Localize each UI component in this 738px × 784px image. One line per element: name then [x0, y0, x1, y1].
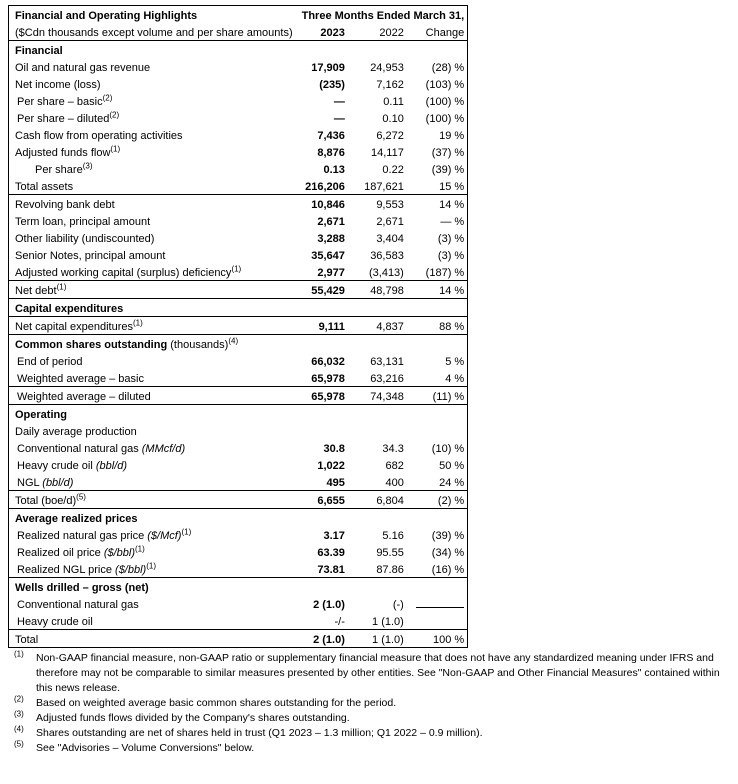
row-label [9, 246, 296, 263]
table-title: Financial and Operating Highlights [15, 10, 198, 22]
row-label [9, 41, 296, 59]
table-row [9, 263, 468, 281]
table-row [9, 246, 468, 263]
row-label-text: Net debt [15, 285, 57, 297]
row-label-text: Financial [15, 45, 63, 57]
col-change-header: Change [425, 27, 465, 39]
value-2022: 48,798 [348, 281, 407, 299]
row-label [9, 543, 296, 560]
row-label [9, 422, 296, 439]
value-change: (10) % [431, 443, 465, 455]
row-label [9, 229, 296, 246]
value-2023: 65,978 [296, 387, 348, 405]
value-change: 100 % [407, 630, 468, 648]
value-2023: 35,647 [311, 250, 345, 262]
value-2022: 95.55 [376, 547, 404, 559]
empty-cell [296, 578, 468, 596]
table-row [9, 143, 468, 160]
row-label-text: Revolving bank debt [15, 199, 115, 211]
document [8, 5, 734, 756]
value-change [407, 595, 468, 612]
row-label [9, 560, 296, 578]
row-label [9, 578, 296, 596]
column-header-row [9, 23, 468, 41]
row-label-text: Capital expenditures [15, 303, 124, 315]
value-2022: 1 (1.0) [372, 616, 404, 628]
row-unit: ($/Mcf) [147, 530, 182, 542]
row-label [9, 335, 296, 353]
footnote-marker: (2) [14, 694, 24, 704]
highlights-table [8, 5, 468, 648]
row-label [9, 212, 296, 229]
row-label-text: Adjusted funds flow [15, 147, 111, 159]
section-header-row [9, 578, 468, 596]
footnote [14, 741, 734, 756]
table-row [9, 526, 468, 543]
value-change [407, 612, 468, 630]
section-header-row [9, 335, 468, 353]
value-2022: 3,404 [376, 233, 404, 245]
table-row [9, 195, 468, 213]
row-label-text: Conventional natural gas [17, 599, 139, 611]
row-label [9, 387, 296, 405]
table-row [9, 352, 468, 369]
value-2022: 1 (1.0) [348, 630, 407, 648]
value-2023: 3.17 [323, 530, 345, 542]
row-label [9, 195, 296, 213]
value-2023: 216,206 [305, 181, 345, 193]
table-row [9, 595, 468, 612]
value-change: (16) % [431, 564, 465, 576]
row-label-text: Weighted average – basic [17, 373, 144, 385]
value-2022 [348, 422, 407, 439]
row-label-text: Senior Notes, principal amount [15, 250, 166, 262]
empty-cell [296, 405, 468, 423]
row-unit: (bbl/d) [95, 460, 128, 472]
footnote-text: Non-GAAP financial measure, non-GAAP ratio or supplementary financial measure that does not have any standardized meaning under IFRS and therefore may not be comparable to similar measures presented by other entities. See "Non-GAAP and Other Financial Measures" contained within this news release. [36, 652, 720, 694]
row-label [9, 281, 296, 299]
value-change: 50 % [439, 460, 465, 472]
row-label-text: Heavy crude oil [17, 460, 93, 472]
footnote-ref: (1) [181, 527, 192, 537]
value-2022: (-) [392, 599, 404, 611]
value-2023: 10,846 [296, 195, 348, 213]
row-label [9, 58, 296, 75]
row-label-suffix: (thousands) [167, 339, 229, 351]
row-label [9, 126, 296, 143]
table-row [9, 543, 468, 560]
row-label [9, 595, 296, 612]
row-unit: ($/bbl) [103, 547, 136, 559]
footnote-ref: (1) [133, 318, 143, 328]
value-change [407, 422, 468, 439]
value-2023: 2,671 [317, 216, 345, 228]
table-row [9, 75, 468, 92]
units-subtitle: ($Cdn thousands except volume and per share amounts) [15, 27, 293, 39]
row-label-text: Cash flow from operating activities [15, 130, 183, 142]
row-label [9, 491, 296, 509]
table-row [9, 126, 468, 143]
table-row [9, 456, 468, 473]
value-change: (2) % [407, 491, 468, 509]
table-row [9, 281, 468, 299]
value-2022: 187,621 [364, 181, 404, 193]
value-2023: 9,111 [296, 317, 348, 335]
value-2023: 2 (1.0) [313, 599, 345, 611]
value-2023: — [333, 113, 345, 125]
row-label-text: Heavy crude oil [17, 616, 93, 628]
footnote-text: Adjusted funds flows divided by the Company's shares outstanding. [36, 712, 350, 724]
footnote-ref: (4) [228, 336, 239, 346]
row-label-text: Weighted average – diluted [17, 391, 151, 403]
footnote-text: See "Advisories – Volume Conversions" below. [36, 742, 255, 754]
value-2023: 7,436 [317, 130, 345, 142]
footnote [14, 711, 734, 726]
value-change: (11) % [407, 387, 468, 405]
footnote-marker: (5) [14, 739, 24, 749]
change-underline [416, 597, 464, 608]
row-label [9, 299, 296, 317]
row-label [9, 612, 296, 630]
footnote-marker: (4) [14, 724, 24, 734]
table-row [9, 177, 468, 195]
row-label-text: Per share [35, 164, 83, 176]
value-2023: 3,288 [317, 233, 345, 245]
row-label [9, 439, 296, 456]
value-2022: 6,272 [376, 130, 404, 142]
row-label [9, 177, 296, 195]
row-label-text: Net income (loss) [15, 79, 101, 91]
value-2022: 7,162 [376, 79, 404, 91]
value-change: (39) % [431, 164, 465, 176]
row-label-text: Total (boe/d) [15, 495, 77, 507]
value-2023: 17,909 [311, 62, 345, 74]
row-label-text: Other liability (undiscounted) [15, 233, 155, 245]
table-row [9, 109, 468, 126]
row-label-text: Wells drilled – gross (net) [15, 582, 149, 594]
row-label [9, 456, 296, 473]
empty-cell [296, 335, 468, 353]
footnote-marker: (3) [14, 709, 24, 719]
table-row [9, 160, 468, 177]
table-row [9, 491, 468, 509]
value-2022: 2,671 [376, 216, 404, 228]
table-row [9, 630, 468, 648]
footnote-text: Shares outstanding are net of shares held in trust (Q1 2023 – 1.3 million; Q1 2022 – 0.9 million). [36, 727, 483, 739]
value-2022: 63,131 [370, 356, 404, 368]
value-2023: 63.39 [317, 547, 345, 559]
value-change: 14 % [407, 195, 468, 213]
row-label-text: Realized oil price [17, 547, 101, 559]
row-unit: ($/bbl) [115, 564, 147, 576]
value-change: — % [440, 216, 465, 228]
value-2022: 74,348 [348, 387, 407, 405]
row-label-text: Per share – diluted [17, 113, 110, 125]
footnote [14, 696, 734, 711]
footnote [14, 726, 734, 741]
row-label [9, 143, 296, 160]
section-header-row [9, 509, 468, 527]
footnote-ref: (2) [109, 110, 120, 120]
row-label-text: Operating [15, 409, 67, 421]
footnote [14, 651, 734, 696]
value-2023: 495 [326, 477, 345, 489]
value-2022: 400 [385, 477, 404, 489]
value-2022: 6,804 [348, 491, 407, 509]
footnote-marker: (1) [14, 649, 24, 659]
row-label-text: Conventional natural gas [17, 443, 139, 455]
value-2023: 0.13 [323, 164, 345, 176]
row-label [9, 109, 296, 126]
empty-cell [296, 299, 468, 317]
value-2022: 0.22 [382, 164, 404, 176]
value-2022: 24,953 [370, 62, 404, 74]
value-2023: 55,429 [296, 281, 348, 299]
value-change: (39) % [431, 530, 465, 542]
value-2023: 1,022 [317, 460, 345, 472]
value-change: (103) % [425, 79, 465, 91]
row-label-text: Realized natural gas price [17, 530, 145, 542]
value-2022: 87.86 [376, 564, 404, 576]
section-header-row [9, 405, 468, 423]
value-2023: — [333, 96, 345, 108]
row-unit: (MMcf/d) [141, 443, 186, 455]
row-label [9, 369, 296, 387]
footnote-ref: (1) [135, 544, 145, 554]
footnote-ref: (1) [231, 264, 242, 274]
value-change: 14 % [407, 281, 468, 299]
value-change: 4 % [445, 373, 465, 385]
row-label-text: Term loan, principal amount [15, 216, 151, 228]
row-label-text: Realized NGL price [17, 564, 112, 576]
table-row [9, 473, 468, 491]
row-label-text: Oil and natural gas revenue [15, 62, 151, 74]
value-2022: 36,583 [370, 250, 404, 262]
value-change: (100) % [425, 96, 465, 108]
value-change: 24 % [439, 477, 465, 489]
footnote-key [14, 651, 36, 696]
row-label-text: Total [15, 634, 39, 646]
value-change: (28) % [431, 62, 465, 74]
footnote-ref: (1) [56, 282, 67, 292]
section-header-row [9, 41, 468, 59]
row-label [9, 473, 296, 491]
value-change: (187) % [425, 267, 465, 279]
row-label-text: Per share – basic [17, 96, 103, 108]
footnote-ref: (1) [146, 561, 156, 571]
value-change: 5 % [445, 356, 465, 368]
value-2023: 65,978 [311, 373, 345, 385]
row-label [9, 160, 296, 177]
value-2022: (3,413) [368, 267, 404, 279]
table-title-row [9, 6, 468, 24]
value-2022: 0.11 [383, 96, 404, 108]
footnote-key [14, 741, 36, 756]
table-row [9, 317, 468, 335]
value-2023: 30.8 [323, 443, 345, 455]
row-label-text: End of period [17, 356, 83, 368]
value-2023: (235) [319, 79, 345, 91]
row-label [9, 509, 296, 527]
value-2023: 66,032 [311, 356, 345, 368]
value-2022: 14,117 [371, 147, 404, 159]
col-2023-header: 2023 [320, 27, 345, 39]
col-2022-header: 2022 [379, 27, 404, 39]
value-2023: 6,655 [296, 491, 348, 509]
value-2022: 9,553 [348, 195, 407, 213]
row-label-text: Daily average production [15, 426, 137, 438]
value-2022: 682 [385, 460, 404, 472]
value-2023: -/- [334, 616, 345, 628]
table-row [9, 229, 468, 246]
value-change: (34) % [431, 547, 465, 559]
row-label [9, 630, 296, 648]
value-2022: 63,216 [370, 373, 404, 385]
footnote-ref: (2) [102, 93, 113, 103]
table-row [9, 612, 468, 630]
row-label [9, 317, 296, 335]
footnotes [14, 651, 734, 756]
row-label-text: Average realized prices [15, 513, 138, 525]
value-change: 19 % [439, 130, 465, 142]
table-row [9, 58, 468, 75]
row-label-text: Total assets [15, 181, 74, 193]
value-2022: 4,837 [348, 317, 407, 335]
table-row [9, 422, 468, 439]
row-label [9, 405, 296, 423]
value-2022: 0.10 [382, 113, 404, 125]
row-label-text: Common shares outstanding [15, 339, 168, 351]
value-change: (100) % [425, 113, 465, 125]
row-label [9, 75, 296, 92]
row-label [9, 526, 296, 543]
period-header: Three Months Ended March 31, [301, 10, 465, 22]
row-label-text: Net capital expenditures [15, 321, 134, 333]
footnote-ref: (3) [82, 161, 93, 171]
row-label-text: Adjusted working capital (surplus) deficiency [15, 267, 232, 279]
value-2023: 73.81 [317, 564, 345, 576]
value-2023: 2,977 [317, 267, 345, 279]
table-row [9, 439, 468, 456]
empty-cell [296, 41, 468, 59]
footnote-ref: (5) [76, 492, 86, 502]
value-change: 15 % [439, 181, 465, 193]
table-row [9, 387, 468, 405]
value-2023 [296, 422, 348, 439]
table-row [9, 212, 468, 229]
footnote-text: Based on weighted average basic common shares outstanding for the period. [36, 697, 397, 709]
value-change: (37) % [431, 147, 465, 159]
empty-cell [296, 509, 468, 527]
value-2022: 34.3 [382, 443, 404, 455]
value-change: (3) % [437, 233, 465, 245]
value-change: 88 % [407, 317, 468, 335]
row-label-text: NGL [17, 477, 40, 489]
section-header-row [9, 299, 468, 317]
row-unit: (bbl/d) [42, 477, 74, 489]
footnote-ref: (1) [110, 144, 121, 154]
table-row [9, 560, 468, 578]
value-2023: 8,876 [317, 147, 345, 159]
value-2023: 2 (1.0) [296, 630, 348, 648]
value-2022: 5.16 [382, 530, 404, 542]
table-row [9, 369, 468, 387]
row-label [9, 352, 296, 369]
table-row [9, 92, 468, 109]
row-label [9, 263, 296, 281]
row-label [9, 92, 296, 109]
value-change: (3) % [437, 250, 465, 262]
